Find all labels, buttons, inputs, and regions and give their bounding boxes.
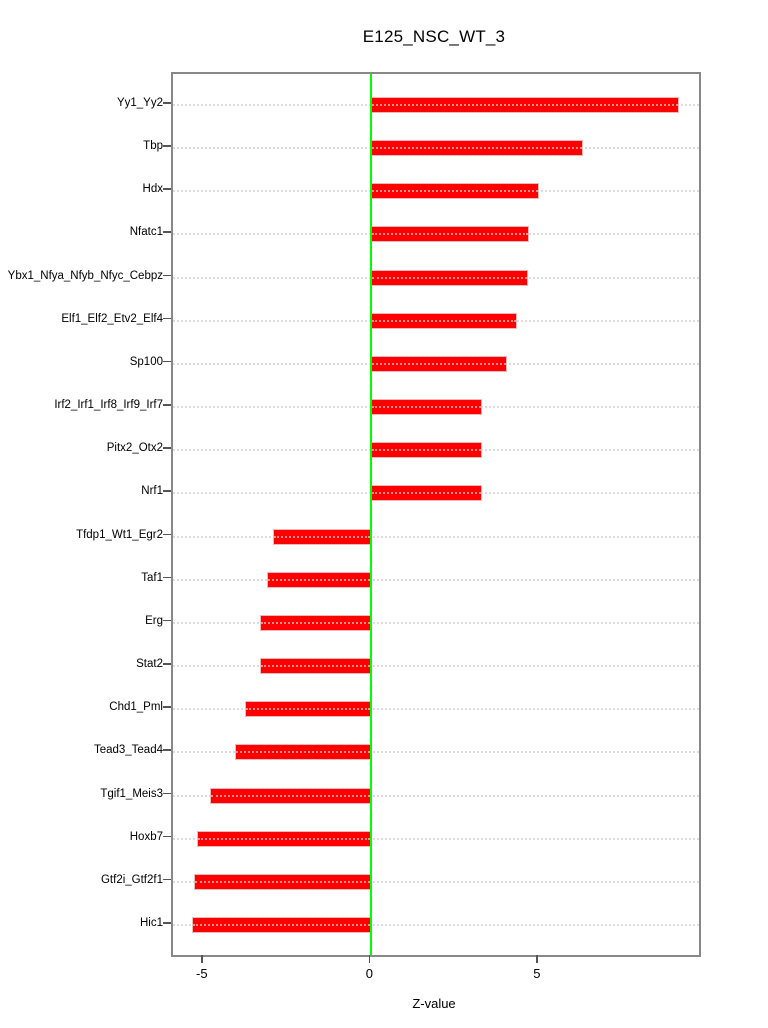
grid-dotted-line <box>173 665 699 667</box>
plot-inner <box>173 74 699 955</box>
bar-dotted-overlay <box>261 665 370 667</box>
bar-dotted-overlay <box>193 924 370 926</box>
bar <box>192 917 371 933</box>
bar <box>371 313 517 329</box>
y-tick <box>163 793 171 795</box>
bar <box>245 701 372 717</box>
y-tick <box>163 490 171 492</box>
y-axis-label: Hic1 <box>139 917 163 930</box>
y-axis-label: Taf1 <box>141 571 163 584</box>
bar-dotted-overlay <box>372 147 581 149</box>
y-axis-label: Sp100 <box>129 355 163 368</box>
y-tick <box>163 231 171 233</box>
y-tick <box>163 318 171 320</box>
y-axis-labels <box>0 72 163 953</box>
y-tick <box>163 188 171 190</box>
bar-dotted-overlay <box>372 320 516 322</box>
x-tick <box>369 955 371 963</box>
bar-dotted-overlay <box>198 838 370 840</box>
bar-dotted-overlay <box>372 277 527 279</box>
y-tick <box>163 534 171 536</box>
y-axis-label: Stat2 <box>136 658 163 671</box>
y-axis-label: Nrf1 <box>141 485 163 498</box>
bar-dotted-overlay <box>372 492 481 494</box>
grid-dotted-line <box>173 579 699 581</box>
y-tick <box>163 836 171 838</box>
y-axis-label: Irf2_Irf1_Irf8_Irf9_Irf7 <box>54 399 163 412</box>
bar-dotted-overlay <box>274 536 370 538</box>
bar-dotted-overlay <box>261 622 370 624</box>
y-axis-label: Gtf2i_Gtf2f1 <box>100 873 163 886</box>
bar-dotted-overlay <box>372 233 527 235</box>
y-axis-label: Tgif1_Meis3 <box>100 787 163 800</box>
y-axis-label: Hdx <box>142 183 163 196</box>
y-tick <box>163 102 171 104</box>
bar <box>371 183 539 199</box>
bar <box>260 615 371 631</box>
grid-dotted-line <box>173 536 699 538</box>
bar <box>371 399 482 415</box>
y-axis-label: Tfdp1_Wt1_Egr2 <box>76 528 163 541</box>
bar <box>371 97 679 113</box>
y-axis-label: Tbp <box>143 140 163 153</box>
y-axis-label: Pitx2_Otx2 <box>106 442 163 455</box>
bar-dotted-overlay <box>372 104 678 106</box>
y-axis-label: Erg <box>145 614 163 627</box>
y-tick <box>163 275 171 277</box>
y-tick <box>163 577 171 579</box>
y-tick <box>163 922 171 924</box>
bar <box>260 658 371 674</box>
y-axis-ticks <box>163 72 171 953</box>
bar <box>210 788 371 804</box>
bar <box>371 485 482 501</box>
bar <box>371 356 507 372</box>
y-tick <box>163 663 171 665</box>
y-axis-label: Hoxb7 <box>129 830 163 843</box>
grid-dotted-line <box>173 622 699 624</box>
x-tick <box>201 955 203 963</box>
y-axis-label: Yy1_Yy2 <box>116 97 163 109</box>
y-tick <box>163 447 171 449</box>
y-axis-label: Chd1_Pml <box>109 701 163 714</box>
x-tick-label: -5 <box>196 966 208 981</box>
x-tick <box>536 955 538 963</box>
x-axis-title: Z-value <box>412 996 456 1011</box>
y-tick <box>163 361 171 363</box>
zero-line <box>370 74 372 955</box>
y-tick <box>163 620 171 622</box>
y-tick <box>163 749 171 751</box>
x-tick-label: 5 <box>533 966 541 981</box>
plot-area <box>171 72 701 957</box>
bar-dotted-overlay <box>268 579 370 581</box>
bar-dotted-overlay <box>211 795 370 797</box>
y-axis-label: Ybx1_Nfya_Nfyb_Nfyc_Cebpz <box>7 269 163 282</box>
bar-dotted-overlay <box>236 751 370 753</box>
bar-dotted-overlay <box>372 449 481 451</box>
x-axis-tick-labels <box>171 966 697 982</box>
y-tick <box>163 404 171 406</box>
bar-dotted-overlay <box>195 881 370 883</box>
bar <box>194 874 371 890</box>
bar <box>371 270 528 286</box>
y-tick <box>163 879 171 881</box>
y-tick <box>163 706 171 708</box>
bar-dotted-overlay <box>372 190 538 192</box>
bar <box>371 226 528 242</box>
chart-title: E125_NSC_WT_3 <box>362 27 506 46</box>
bar <box>371 140 582 156</box>
bar <box>197 831 371 847</box>
bar <box>267 572 371 588</box>
y-axis-label: Elf1_Elf2_Etv2_Elf4 <box>61 312 163 325</box>
y-axis-label: Tead3_Tead4 <box>93 744 163 757</box>
bar-dotted-overlay <box>372 363 506 365</box>
bar <box>235 744 371 760</box>
y-axis-label: Nfatc1 <box>129 226 163 239</box>
x-axis-ticks <box>171 955 697 963</box>
x-tick-label: 0 <box>365 966 373 981</box>
y-tick <box>163 145 171 147</box>
bar-dotted-overlay <box>246 708 371 710</box>
bar <box>371 442 482 458</box>
bar <box>273 529 371 545</box>
bar-dotted-overlay <box>372 406 481 408</box>
